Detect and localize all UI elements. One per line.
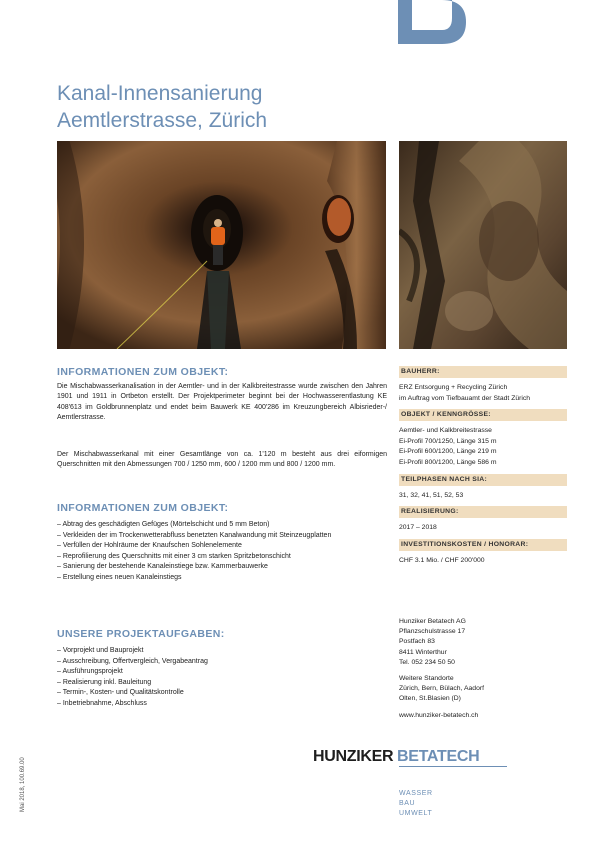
teilphasen-label: TEILPHASEN NACH SIA: xyxy=(399,474,567,486)
objekt-line: Aemtler- und Kalkbreitestrasse xyxy=(399,427,492,435)
objekt-label: OBJEKT / KENNGRÖSSE: xyxy=(399,409,567,421)
project-info-box xyxy=(399,366,567,571)
title-line-1: Kanal-Innensanierung xyxy=(57,82,263,105)
bauherr-label: BAUHERR: xyxy=(399,366,567,378)
kosten-label: INVESTITIONSKOSTEN / HONORAR: xyxy=(399,539,567,551)
brand-wordmark xyxy=(313,748,513,774)
objekt-line: Ei-Profil 700/1250, Länge 315 m xyxy=(399,437,497,445)
list-item: – Erstellung eines neuen Kanaleinstiegs xyxy=(57,573,387,584)
list-item: – Ausschreibung, Offertvergleich, Vergabeantrag xyxy=(57,657,387,668)
standorte-label: Weitere Standorte xyxy=(399,675,454,683)
bauherr-line: im Auftrag vom Tiefbauamt der Stadt Zürich xyxy=(399,394,531,402)
brand-tagline xyxy=(399,789,433,819)
list-item: – Verfüllen der Hohlräume der Knaufschen Sohlenelemente xyxy=(57,541,387,552)
objekt-description-paragraph-2: Der Mischabwasserkanal mit einer Gesamtlänge von ca. 1'120 m besteht aus drei eiformigen Querschnitten mit den Abmessungen 700 / 1250 mm, 600 / 1200 mm und 800 / 1200 mm. xyxy=(57,451,387,469)
list-item: – Verkleiden der im Trockenwetterabfluss benetzten Kanalwandung mit Steinzeugplatten xyxy=(57,531,387,542)
wall-detail-photo xyxy=(399,141,567,349)
section-heading-objekt-1: INFORMATIONEN ZUM OBJEKT: xyxy=(57,366,229,378)
kosten-value: CHF 3.1 Mio. / CHF 200'000 xyxy=(399,556,485,564)
website-link[interactable]: www.hunziker-betatech.ch xyxy=(399,711,479,719)
list-item: – Abtrag des geschädigten Gefüges (Mörtelschicht und 5 mm Beton) xyxy=(57,520,387,531)
measures-list xyxy=(57,520,387,583)
phone: Tel. 052 234 50 50 xyxy=(399,658,455,666)
list-item: – Vorprojekt und Bauprojekt xyxy=(57,646,387,657)
logo-mark-icon xyxy=(398,0,468,46)
tunnel-photo xyxy=(57,141,386,349)
objekt-line: Ei-Profil 600/1200, Länge 219 m xyxy=(399,448,497,456)
po-box: Postfach 83 xyxy=(399,638,435,646)
contact-block xyxy=(399,617,567,721)
list-item: – Realisierung inkl. Bauleitung xyxy=(57,678,387,689)
page-title xyxy=(57,80,267,134)
street-address: Pflanzschulstrasse 17 xyxy=(399,628,466,636)
realisierung-value: 2017 – 2018 xyxy=(399,524,437,532)
list-item: – Reprofilierung des Querschnitts mit einer 3 cm starken Spritzbetonschicht xyxy=(57,552,387,563)
section-heading-aufgaben: UNSERE PROJEKTAUFGABEN: xyxy=(57,628,225,640)
title-line-2: Aemtlerstrasse, Zürich xyxy=(57,109,268,132)
realisierung-label: REALISIERUNG: xyxy=(399,506,567,518)
standorte-line: Olten, St.Blasien (D) xyxy=(399,695,461,703)
bauherr-value xyxy=(399,378,567,409)
standorte-line: Zürich, Bern, Bülach, Aadorf xyxy=(399,685,485,693)
city: 8411 Winterthur xyxy=(399,648,447,656)
list-item: – Inbetriebnahme, Abschluss xyxy=(57,699,387,710)
list-item: – Ausführungsprojekt xyxy=(57,667,387,678)
document-date: Mai 2018, 100.69.00 xyxy=(20,757,26,812)
bauherr-line: ERZ Entsorgung + Recycling Zürich xyxy=(399,384,508,391)
list-item: – Sanierung der bestehende Kanaleinstiege bzw. Kammerbauwerke xyxy=(57,562,387,573)
teilphasen-value: 31, 32, 41, 51, 52, 53 xyxy=(399,491,464,499)
tasks-list xyxy=(57,646,387,709)
tagline-line: UMWELT xyxy=(399,810,433,817)
tagline-line: BAU xyxy=(399,800,416,807)
objekt-line: Ei-Profil 800/1200, Länge 586 m xyxy=(399,458,497,466)
list-item: – Termin-, Kosten- und Qualitätskontrolle xyxy=(57,688,387,699)
brand-part-betatech: BETATECH xyxy=(397,748,480,765)
objekt-description-paragraph-1: Die Mischabwasserkanalisation in der Aemtler- und in der Kalkbreitestrasse wurde zwischen den Jahren 1901 und 1911 in Ortbeton erstellt. Der Projektperimeter beginnt bei der Hochwasserentlastung KE 408'613 im Goldbrunnenplatz und endet beim Bauwerk KE 400'286 im Kreuzungbereich Albisrieder-/ Aemtlerstrasse. xyxy=(57,383,387,422)
objekt-value xyxy=(399,421,567,473)
tagline-line: WASSER xyxy=(399,790,433,797)
company-name: Hunziker Betatech AG xyxy=(399,618,466,625)
section-heading-objekt-2: INFORMATIONEN ZUM OBJEKT: xyxy=(57,502,229,514)
brand-underline xyxy=(399,766,507,767)
brand-part-hunziker: HUNZIKER xyxy=(313,748,394,765)
